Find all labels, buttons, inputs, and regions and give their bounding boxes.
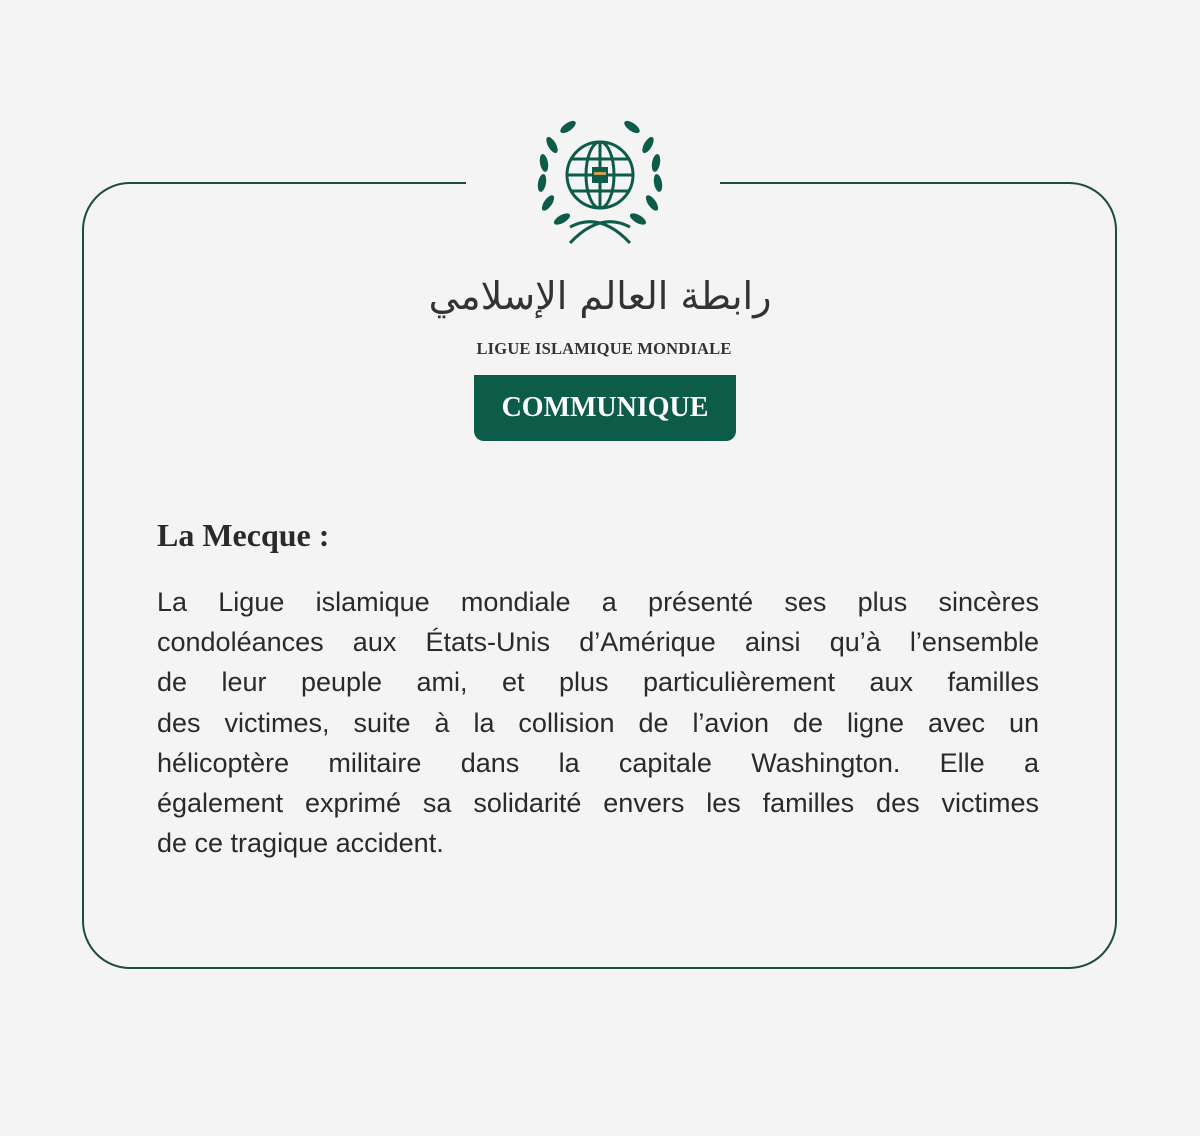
body-line: de leur peuple ami, et plus particulièrement aux familles [157, 667, 1039, 698]
communique-badge: COMMUNIQUE [474, 375, 736, 441]
body-line: hélicoptère militaire dans la capitale Washington. Elle a [157, 747, 1039, 778]
body-line: des victimes, suite à la collision de l’avion de ligne avec un [157, 707, 1039, 738]
org-name: LIGUE ISLAMIQUE MONDIALE [476, 339, 732, 358]
arabic-org-name: رابطة العالم الإسلامي [428, 274, 772, 318]
laurel-left-icon [536, 119, 577, 227]
body-line: également exprimé sa solidarité envers les familles des victimes [157, 787, 1039, 818]
body-line: La Ligue islamique mondiale a présenté ses plus sincères [157, 587, 1039, 617]
body-line: condoléances aux États-Unis d’Amérique ainsi qu’à l’ensemble [157, 627, 1039, 658]
mwl-emblem-logo [530, 115, 670, 247]
article-body [157, 582, 1039, 863]
dateline-place: La Mecque : [157, 517, 330, 553]
laurel-right-icon [622, 119, 663, 227]
body-line: de ce tragique accident. [157, 828, 444, 859]
